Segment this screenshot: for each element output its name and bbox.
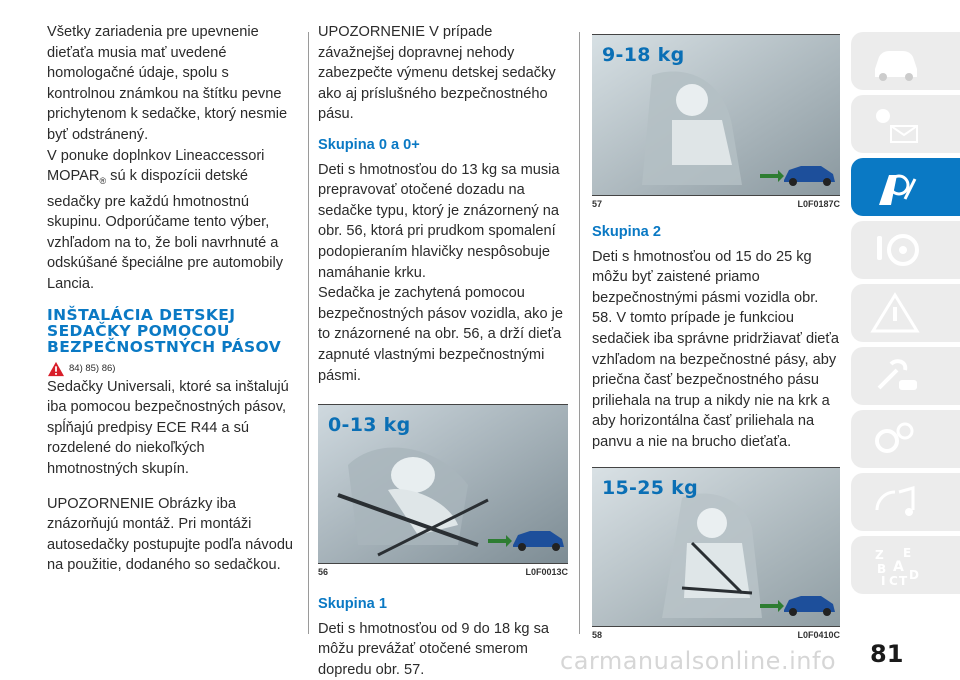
column-divider-1 xyxy=(308,32,309,634)
paragraph-mopar xyxy=(47,146,297,295)
figure-57-caption xyxy=(592,196,840,210)
figure-58-caption xyxy=(592,627,840,641)
mopar-text: V ponuke doplnkov Lineaccessori MOPAR xyxy=(47,147,265,185)
car-icon xyxy=(869,39,921,83)
index-letter: Z xyxy=(875,548,884,562)
tab-emergency[interactable] xyxy=(851,284,960,342)
index-letter: T xyxy=(899,574,908,587)
tab-safety[interactable] xyxy=(851,158,960,216)
paragraph-universal-seats: Sedačky Universali, ktoré sa inštalujú iba pomocou bezpečnostných pásov, spĺňajú predpisy ECE R44 a sú rozdelené do niekoľkých hmotnostných skupín. xyxy=(47,378,289,477)
index-letter: I xyxy=(881,574,886,587)
figure-56-number: 56 xyxy=(318,567,329,578)
mopar-text-rest: sú k dispozícii detské sedačky pre každú hmotnostnú skupinu. Odporúčame tento výber, vzhľadom na to, že boli navrhnuté a odskúšané špeciálne pre automobily Lancia. xyxy=(47,168,284,293)
paragraph-group-0-belt: Sedačka je zachytená pomocou bezpečnostných pásov vozidla, ako je to znázornené na obr. 56, a drží dieťa zapnuté vlastnými bezpečnostnými pásmi. xyxy=(318,285,564,384)
figure-56-label: 0-13 kg xyxy=(328,414,411,437)
figure-58-code: L0F0410C xyxy=(797,629,840,640)
index-letter: C xyxy=(889,574,898,587)
subheading-group-1: Skupina 1 xyxy=(318,596,387,613)
index-letter: E xyxy=(903,546,912,560)
figure-56-image xyxy=(318,405,568,563)
paragraph-accident-note: UPOZORNENIE V prípade závažnejšej dopravnej nehody zabezpečte výmenu detskej sedačky ako aj príslušného bezpečnostného pásu. xyxy=(318,24,556,123)
figure-57-number: 57 xyxy=(592,199,603,209)
paragraph-group-2: Deti s hmotnosťou od 15 do 25 kg môžu byť zaistené priamo bezpečnostnými pásmi vozidla obr. 58. V tomto prípade je funkciou sedačiek iba správne pridržiavať dieťa vzhľadom na bezpečnostné pásy, aby priečna časť bezpečnostného pásu priliehala na trup a nikdy nie na krk a aby horizontálna časť priliehala na panvu a nie na brucho dieťaťa. xyxy=(592,248,840,450)
column-left xyxy=(47,22,297,576)
figure-58 xyxy=(592,467,840,627)
index-letter: A xyxy=(893,559,904,575)
dashboard-lights-icon xyxy=(869,102,921,146)
column-right xyxy=(592,22,840,641)
alphabet-index-icon xyxy=(869,543,921,587)
subheading-group-0: Skupina 0 a 0+ xyxy=(318,136,420,153)
paragraph-group-0: Deti s hmotnosťou do 13 kg sa musia prepravovať otočené dozadu na sedačke typu, ktorý je znázornený na obr. 56, ktorá pri prudkom spomalení podopieraním hlavičky nespôsobuje namáhanie krku. xyxy=(318,161,560,281)
gears-icon xyxy=(869,417,921,461)
paragraph-homologation: Všetky zariadenia pre upevnenie dieťaťa musia mať uvedené homologačné údaje, spolu s kontrolnou známkou na štítku pevne prichytenom k sedačke, ktorý nesmie byť odstránený. xyxy=(47,24,288,143)
warning-refs-text: 84) 85) 86) xyxy=(69,362,116,374)
airbag-seat-icon xyxy=(869,165,921,209)
column-divider-2 xyxy=(579,32,580,634)
paragraph-note-illustrations: UPOZORNENIE Obrázky iba znázorňujú montáž. Pri montáži autosedačky postupujte podľa návodu na použitie, dodaného so sedačkou. xyxy=(47,495,294,574)
tab-technical-data[interactable] xyxy=(851,410,960,468)
index-letter: D xyxy=(909,568,919,582)
figure-57 xyxy=(592,34,840,196)
tab-maintenance[interactable] xyxy=(851,347,960,405)
index-letter: B xyxy=(877,562,887,576)
figure-56-caption xyxy=(318,564,568,578)
figure-58-number: 58 xyxy=(592,629,603,640)
figure-56 xyxy=(318,404,568,564)
figure-58-label: 15-25 kg xyxy=(602,476,699,499)
warning-road-icon xyxy=(869,291,921,335)
tab-starting-driving[interactable] xyxy=(851,221,960,279)
subheading-group-2: Skupina 2 xyxy=(592,224,661,240)
figure-57-label: 9-18 kg xyxy=(602,44,685,66)
figure-58-image xyxy=(592,468,840,626)
section-heading: INŠTALÁCIA DETSKEJ SEDAČKY POMOCOU BEZPEČNOSTNÝCH PÁSOV xyxy=(47,305,282,356)
watermark: carmanualsonline.info xyxy=(560,647,837,675)
tab-index[interactable] xyxy=(851,536,960,594)
page-number: 81 xyxy=(870,640,904,668)
chapter-tabs xyxy=(851,32,960,599)
paragraph-group-1: Deti s hmotnosťou od 9 do 18 kg sa môžu prevážať otočené smerom dopredu obr. 57. xyxy=(318,620,550,678)
warning-references xyxy=(47,361,297,377)
tab-multimedia[interactable] xyxy=(851,473,960,531)
figure-57-code: L0F0187C xyxy=(797,199,840,209)
tab-dashboard-lights[interactable] xyxy=(851,95,960,153)
multimedia-icon xyxy=(869,480,921,524)
warning-triangle-icon xyxy=(47,361,65,377)
figure-57-image xyxy=(592,35,840,195)
wrench-car-icon xyxy=(869,354,921,398)
figure-56-code: L0F0013C xyxy=(525,567,568,578)
tab-car[interactable] xyxy=(851,32,960,90)
column-middle xyxy=(318,22,568,680)
registered-mark: ® xyxy=(99,176,107,187)
key-steering-icon xyxy=(869,228,921,272)
